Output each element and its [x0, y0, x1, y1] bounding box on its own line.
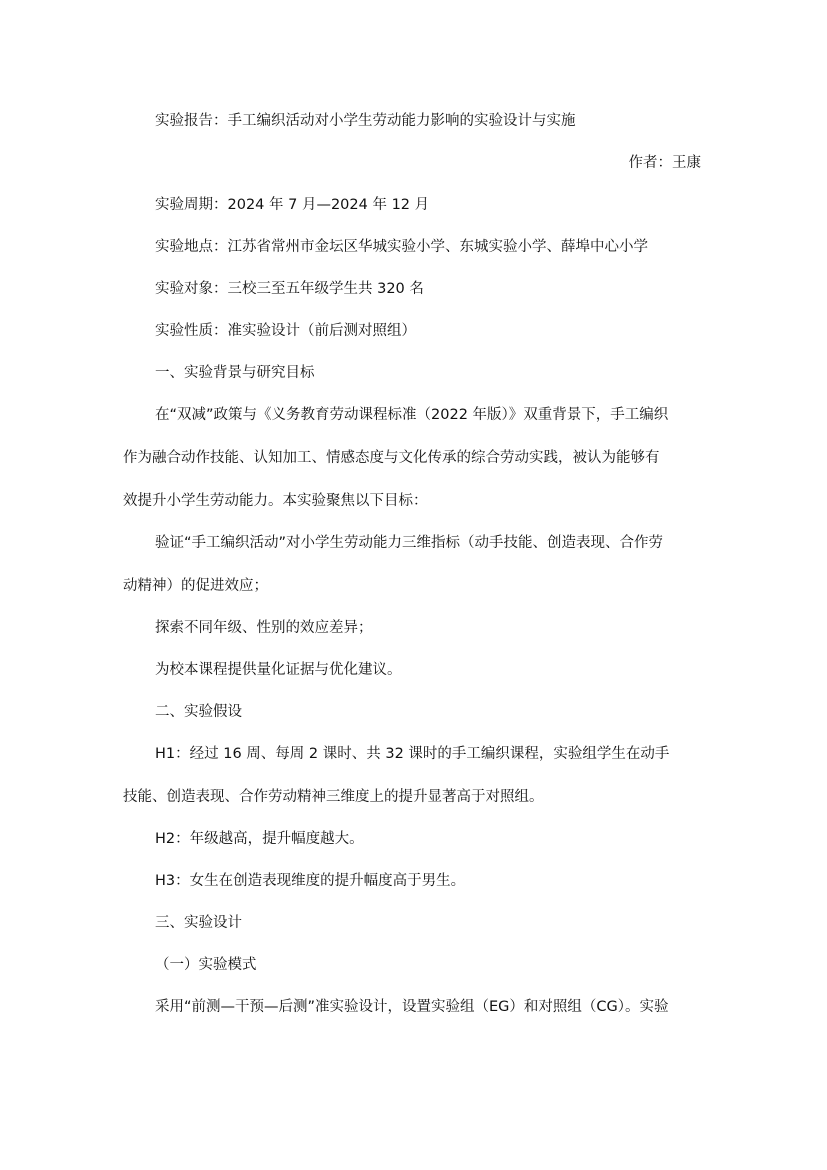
hypothesis2-line: H2：年级越高，提升幅度越大。 — [155, 831, 364, 847]
location-line: 实验地点：江苏省常州市金坛区华城实验小学、东城实验小学、薛埠中心小学 — [155, 239, 648, 255]
section2-heading: 二、实验假设 — [155, 704, 242, 720]
nature-line: 实验性质：准实验设计（前后测对照组） — [155, 323, 416, 339]
hypothesis1-line-2: 技能、创造表现、合作劳动精神三维度上的提升显著高于对照组。 — [123, 789, 544, 805]
report-title: 实验报告：手工编织活动对小学生劳动能力影响的实验设计与实施 — [155, 113, 576, 129]
goal1-line-2: 动精神）的促进效应； — [123, 578, 268, 594]
section3-heading: 三、实验设计 — [155, 915, 242, 931]
goal3-line: 为校本课程提供量化证据与优化建议。 — [155, 662, 402, 678]
section3-subheading: （一）实验模式 — [155, 957, 257, 973]
section3-para-line-1: 采用“前测—干预—后测”准实验设计，设置实验组（EG）和对照组（CG）。实验 — [155, 999, 669, 1015]
hypothesis3-line: H3：女生在创造表现维度的提升幅度高于男生。 — [155, 873, 466, 889]
goal2-line: 探索不同年级、性别的效应差异； — [155, 620, 373, 636]
section1-heading: 一、实验背景与研究目标 — [155, 365, 315, 381]
hypothesis1-line-1: H1：经过 16 周、每周 2 课时、共 32 课时的手工编织课程，实验组学生在动手 — [155, 746, 670, 762]
subjects-line: 实验对象：三校三至五年级学生共 320 名 — [155, 281, 424, 297]
goal1-line-1: 验证“手工编织活动”对小学生劳动能力三维指标（动手技能、创造表现、合作劳 — [155, 535, 664, 551]
section1-para-line-3: 效提升小学生劳动能力。本实验聚焦以下目标： — [123, 493, 428, 509]
section1-para-line-1: 在“双减”政策与《义务教育劳动课程标准（2022 年版）》双重背景下，手工编织 — [155, 407, 669, 423]
author-line: 作者：王康 — [628, 155, 701, 171]
period-line: 实验周期：2024 年 7 月—2024 年 12 月 — [155, 197, 430, 213]
section1-para-line-2: 作为融合动作技能、认知加工、情感态度与文化传承的综合劳动实践，被认为能够有 — [123, 450, 660, 466]
document-body — [123, 107, 703, 1021]
